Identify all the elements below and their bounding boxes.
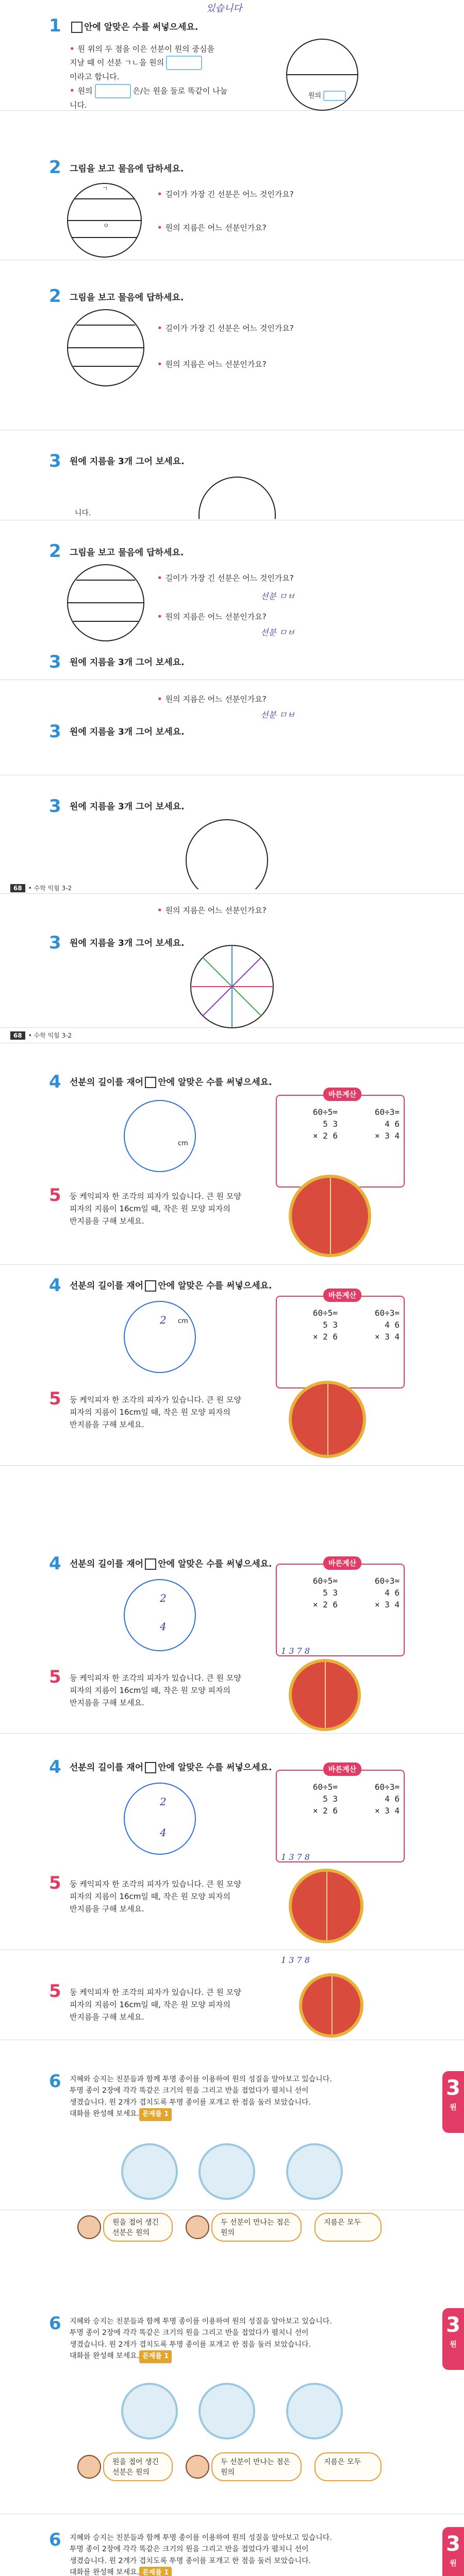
answer-box-blank[interactable] xyxy=(145,1558,156,1570)
answer-input-2[interactable] xyxy=(95,84,131,98)
q5-body: 둥 케익피자 한 조각의 피자가 있습니다. 큰 원 모양 피자의 지름이 16cm일 때, 작은 원 모양 피자의 반지름을 구해 보세요. xyxy=(70,1192,241,1226)
question-number: 2 xyxy=(49,157,61,178)
point-label: ㅇ xyxy=(103,222,109,229)
transparent-circle xyxy=(198,2383,255,2439)
question-number: 4 xyxy=(49,1757,61,1777)
slide-q4-b xyxy=(0,1265,464,1466)
chapter-tab: 3 원 xyxy=(442,2071,464,2133)
question-prompt: 원에 지름을 3개 그어 보세요. xyxy=(70,802,185,812)
slide-q4-d xyxy=(0,1734,464,1950)
question-prompt: 선분의 길이를 재어 안에 알맞은 수를 써넣으세요. xyxy=(70,1762,272,1773)
question-number: 2 xyxy=(49,541,61,562)
avatar xyxy=(77,2455,101,2479)
sub-question: • 원의 지름은 어느 선분인가요? xyxy=(157,360,267,369)
pizza-image xyxy=(289,1659,361,1731)
question-prompt: 원에 지름을 3개 그어 보세요. xyxy=(70,456,185,467)
slide-q4-c xyxy=(0,1466,464,1734)
q5-body: 둥 케익피자 한 조각의 피자가 있습니다. 큰 원 모양 피자의 지름이 16cm일 때, 작은 원 모양 피자의 반지름을 구해 보세요. xyxy=(70,1988,241,2022)
answer-box-blank[interactable] xyxy=(145,1077,156,1088)
pizza-image xyxy=(289,1381,366,1458)
handwritten-answer: 4 xyxy=(160,1620,167,1633)
slide-q2-c xyxy=(0,520,464,680)
question-number: 4 xyxy=(49,1072,61,1092)
calc-box: 바른계산 60÷5= 5 3 × 2 6 60÷3= 4 6 × 3 4 xyxy=(276,1564,405,1656)
avatar xyxy=(186,2215,209,2239)
avatar xyxy=(186,2455,209,2479)
slide-q3-c xyxy=(0,775,464,894)
question-number: 3 xyxy=(49,652,61,672)
diagram-circle xyxy=(124,1783,196,1855)
question-number: 4 xyxy=(49,1275,61,1296)
question-prompt: 원에 지름을 3개 그어 보세요. xyxy=(70,727,185,737)
diagram-circle xyxy=(124,1579,196,1651)
point-label: ㄱ xyxy=(102,185,108,192)
question-number: 5 xyxy=(49,1873,61,1893)
transparent-circle xyxy=(286,2383,343,2439)
sub-question: • 길이가 가장 긴 선분은 어느 것인가요? xyxy=(157,190,294,199)
transparent-circle xyxy=(121,2143,178,2200)
question-number: 6 xyxy=(49,2530,61,2550)
diameters-drawing xyxy=(186,940,278,1033)
tail-text: 니다. xyxy=(75,509,91,517)
chapter-tab: 3 원 xyxy=(442,2308,464,2370)
sub-question: • 원의 지름은 어느 선분인가요? xyxy=(157,612,267,621)
transparent-circle xyxy=(121,2383,178,2439)
chapter-tab: 3 원 xyxy=(442,2527,464,2576)
diagram-circle xyxy=(186,819,268,902)
circle-label: 원의 xyxy=(308,91,348,101)
q1-body: • 원 위의 두 점을 이은 선분이 원의 중심을 지날 때 이 선분 ㄱㄴ을 원의 이라고 합니다. • 원의 은/는 원을 둘로 똑같이 나눕 니다. xyxy=(70,44,228,110)
handwritten-answer: 선분 ㅁㅂ xyxy=(260,710,295,720)
chord-line xyxy=(76,325,135,326)
q5-body: 둥 케익피자 한 조각의 피자가 있습니다. 큰 원 모양 피자의 지름이 16cm일 때, 작은 원 모양 피자의 반지름을 구해 보세요. xyxy=(70,1879,241,1913)
sub-question: • 길이가 가장 긴 선분은 어느 것인가요? xyxy=(157,324,294,333)
chord-line xyxy=(73,366,138,367)
unit-label: cm xyxy=(178,1140,188,1147)
question-number: 5 xyxy=(49,1981,61,2002)
handwritten-digits: 1 3 7 8 xyxy=(281,1646,310,1656)
page-footer: 68 • 수학 익힘 3-2 xyxy=(10,884,72,892)
q6-body: 지혜와 승지는 친분들과 함께 투명 종이를 이용하여 원의 성질을 알아보고 있습니다. 투명 종이 2장에 각각 똑같은 크기의 원을 그리고 반을 접었다가 펼치니 선이 생겼습니다. 원 2개가 겹치도록 투명 종이를 포개고 한 점을 둘러 보았습니다. 대화를 완성해 보세요. 문제를 1 xyxy=(70,2532,410,2576)
slide-q6-b xyxy=(0,2210,464,2514)
question-prompt: 원에 지름을 3개 그어 보세요. xyxy=(70,938,185,948)
diameter-line xyxy=(287,74,357,75)
handwritten-digits: 1 3 7 8 xyxy=(281,1955,310,1965)
handwritten-answer: 선분 ㅁㅂ xyxy=(260,591,295,601)
chord-line xyxy=(75,198,134,199)
answer-box-blank[interactable] xyxy=(71,22,82,33)
transparent-circle xyxy=(286,2143,343,2200)
bullet-icon: • xyxy=(70,86,75,95)
handwritten-digits: 1 3 7 8 xyxy=(281,1852,310,1862)
slide-q5-e xyxy=(0,1950,464,2040)
handwritten-answer: 2 xyxy=(160,1592,167,1604)
answer-box-blank[interactable] xyxy=(145,1280,156,1292)
slide-q3-a xyxy=(0,430,464,520)
handwritten-answer: 4 xyxy=(160,1826,167,1839)
speech-bubble: 원을 접어 생긴 선분은 원의 xyxy=(103,2213,173,2242)
sub-question: • 원의 지름은 어느 선분인가요? xyxy=(157,906,267,915)
answer-box-blank[interactable] xyxy=(145,1762,156,1773)
question-number: 6 xyxy=(49,2071,61,2092)
bullet-icon: • xyxy=(70,44,75,54)
slide-q3-d xyxy=(0,894,464,1028)
q5-body: 둥 케익피자 한 조각의 피자가 있습니다. 큰 원 모양 피자의 지름이 16cm일 때, 작은 원 모양 피자의 반지름을 구해 보세요. xyxy=(70,1395,241,1429)
question-prompt: 그림을 보고 물음에 답하세요. xyxy=(70,548,184,558)
question-prompt: 그림을 보고 물음에 답하세요. xyxy=(70,164,184,174)
question-number: 3 xyxy=(49,451,61,471)
slide-q2-b xyxy=(0,260,464,430)
calc-box: 바른계산 60÷5= 5 3 × 2 6 60÷3= 4 6 × 3 4 xyxy=(276,1095,405,1188)
diagram-circle xyxy=(124,1100,196,1172)
question-number: 3 xyxy=(49,933,61,953)
diagram-circle xyxy=(124,1301,196,1373)
calc-box: 바른계산 60÷5= 5 3 × 2 6 60÷3= 4 6 × 3 4 xyxy=(276,1770,405,1862)
question-prompt: 안에 알맞은 수를 써넣으세요. xyxy=(70,21,198,35)
unit-label: cm xyxy=(178,1317,188,1325)
q5-body: 둥 케익피자 한 조각의 피자가 있습니다. 큰 원 모양 피자의 지름이 16cm일 때, 작은 원 모양 피자의 반지름을 구해 보세요. xyxy=(70,1673,241,1707)
question-prompt: 원에 지름을 3개 그어 보세요. xyxy=(70,657,185,668)
chord-line xyxy=(68,602,143,603)
slide-footer-a xyxy=(0,1028,464,1043)
question-number: 5 xyxy=(49,1388,61,1409)
answer-input-3[interactable] xyxy=(323,91,346,101)
question-prompt: 선분의 길이를 재어 안에 알맞은 수를 써넣으세요. xyxy=(70,1077,272,1088)
slide-q4-a xyxy=(0,1043,464,1265)
question-number: 3 xyxy=(49,721,61,742)
question-number: 5 xyxy=(49,1185,61,1206)
question-number: 6 xyxy=(49,2313,61,2334)
page-footer: 68 • 수학 익힘 3-2 xyxy=(10,1031,72,1040)
question-prompt: 그림을 보고 물음에 답하세요. xyxy=(70,293,184,303)
pizza-image xyxy=(289,1175,371,1257)
question-number: 3 xyxy=(49,796,61,817)
q6-body: 지혜와 승지는 친분들과 함께 투명 종이를 이용하여 원의 성질을 알아보고 있습니다. 투명 종이 2장에 각각 똑같은 크기의 원을 그리고 반을 접었다가 펼치니 선이 생겼습니다. 원 2개가 겹치도록 투명 종이를 포개고 한 점을 둘러 보았습니다. 대화를 완성해 보세요. 문제를 1 xyxy=(70,2316,410,2362)
sub-question: • 원의 지름은 어느 선분인가요? xyxy=(157,694,267,704)
speech-bubble: 지름은 모두 xyxy=(314,2213,382,2242)
q6-body: 지혜와 승지는 친분들과 함께 투명 종이를 이용하여 원의 성질을 알아보고 있습니다. 투명 종이 2장에 각각 똑같은 크기의 원을 그리고 반을 접었다가 펼치니 선이 생겼습니다. 원 2개가 겹치도록 투명 종이를 포개고 한 점을 둘러 보았습니다. 대화를 완성해 보세요. 문제를 1 xyxy=(70,2074,410,2120)
speech-bubble: 원을 접어 생긴 선분은 원의 xyxy=(103,2452,173,2481)
question-number: 1 xyxy=(49,15,61,36)
speech-bubble: 두 선분이 만나는 점은 원의 xyxy=(211,2213,302,2242)
speech-bubble: 지름은 모두 xyxy=(314,2452,382,2481)
chord-line xyxy=(72,237,137,238)
sub-question: • 길이가 가장 긴 선분은 어느 것인가요? xyxy=(157,573,294,583)
pizza-image xyxy=(299,1973,363,2038)
answer-input-1[interactable] xyxy=(166,56,202,70)
handwritten-answer: 2 xyxy=(160,1795,167,1808)
slide-q6-c xyxy=(0,2514,464,2576)
chord-line xyxy=(73,621,138,622)
question-number: 4 xyxy=(49,1553,61,1574)
speech-bubble: 두 선분이 만나는 점은 원의 xyxy=(211,2452,302,2481)
chord-line xyxy=(76,580,135,581)
avatar xyxy=(77,2215,101,2239)
sub-question: • 원의 지름은 어느 선분인가요? xyxy=(157,223,267,232)
question-number: 5 xyxy=(49,1667,61,1687)
question-prompt: 선분의 길이를 재어 안에 알맞은 수를 써넣으세요. xyxy=(70,1559,272,1569)
handwriting-top: 있습니다 xyxy=(206,3,242,14)
pizza-image xyxy=(289,1869,363,1943)
slide-q2-a xyxy=(0,111,464,260)
slide-q6-a xyxy=(0,2040,464,2210)
calc-box: 바른계산 60÷5= 5 3 × 2 6 60÷3= 4 6 × 3 4 xyxy=(276,1296,405,1388)
slide-q3-b xyxy=(0,680,464,775)
slide-q1 xyxy=(0,0,464,111)
chord-line xyxy=(68,347,143,348)
question-prompt: 선분의 길이를 재어 안에 알맞은 수를 써넣으세요. xyxy=(70,1281,272,1291)
handwritten-answer: 2 xyxy=(160,1314,167,1326)
transparent-circle xyxy=(198,2143,255,2200)
handwritten-answer: 선분 ㅁㅂ xyxy=(260,628,295,637)
question-number: 2 xyxy=(49,286,61,307)
